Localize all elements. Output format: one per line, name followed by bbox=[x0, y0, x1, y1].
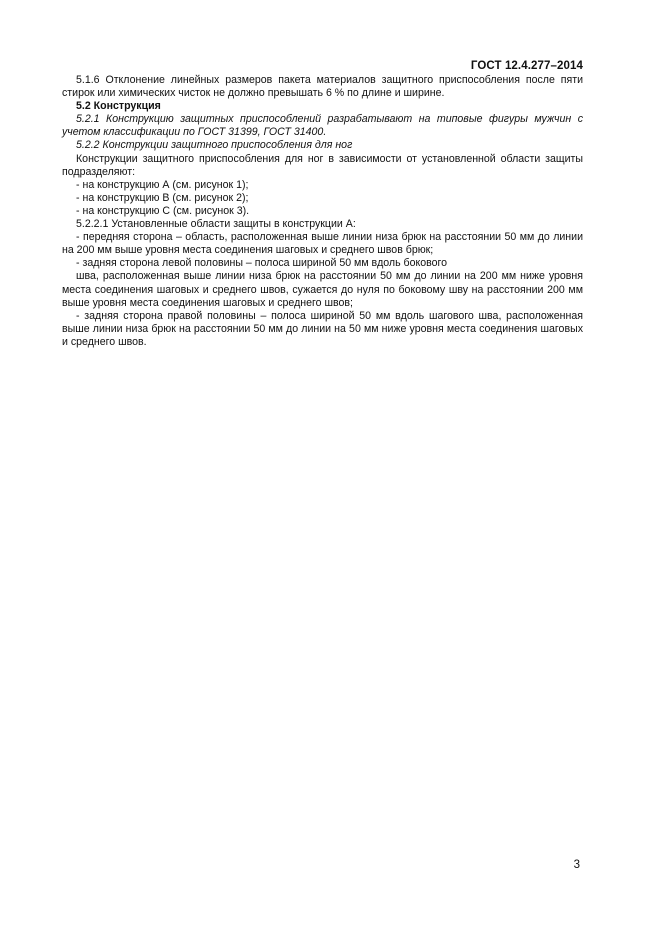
document-code: ГОСТ 12.4.277–2014 bbox=[470, 60, 583, 72]
back-left-paragraph-line1: - задняя сторона левой половины – полоса шириной 50 мм вдоль бокового bbox=[76, 257, 448, 270]
section-heading-5-2: 5.2 Конструкция bbox=[76, 100, 161, 113]
page-number: 3 bbox=[573, 859, 580, 871]
list-item: - на конструкцию А (см. рисунок 1); bbox=[76, 178, 249, 191]
clause-5-2-2: 5.2.2 Конструкции защитного приспособления для ног bbox=[76, 139, 353, 152]
back-right-paragraph: - задняя сторона правой половины – полоса шириной 50 мм вдоль шагового шва, расположенная выше линии низа брюк на расстоянии 50 мм до линии на 50 мм ниже уровня места соединения шаговых и среднего швов. bbox=[62, 309, 583, 348]
front-side-paragraph: - передняя сторона – область, расположенная выше линии низа брюк на расстоянии 50 мм до линии на 200 мм выше уровня места соединения шаговых и среднего швов брюк; bbox=[62, 231, 583, 257]
clause-5-1-6: 5.1.6 Отклонение линейных размеров пакета материалов защитного приспособления после пяти стирок или химических чисток не должно превышать 6 % по длине и ширине. bbox=[62, 74, 583, 100]
clause-5-2-2-1: 5.2.2.1 Установленные области защиты в конструкции А: bbox=[76, 218, 356, 231]
list-item: - на конструкцию В (см. рисунок 2); bbox=[76, 191, 249, 204]
list-item: - на конструкцию С (см. рисунок 3). bbox=[76, 204, 250, 217]
document-body bbox=[62, 74, 583, 349]
constructions-paragraph: Конструкции защитного приспособления для ног в зависимости от установленной области защиты подразделяют: bbox=[62, 152, 583, 178]
clause-5-2-1: 5.2.1 Конструкцию защитных приспособлений разрабатывают на типовые фигуры мужчин с учетом классификации по ГОСТ 31399, ГОСТ 31400. bbox=[62, 113, 583, 139]
back-left-paragraph-cont: шва, расположенная выше линии низа брюк на расстоянии 50 мм до линии на 200 мм ниже уровня места соединения шаговых и среднего швов, сужается до нуля по боковому шву на расстоянии 200 мм выше уровня места соединения шаговых и среднего швов; bbox=[62, 270, 583, 309]
